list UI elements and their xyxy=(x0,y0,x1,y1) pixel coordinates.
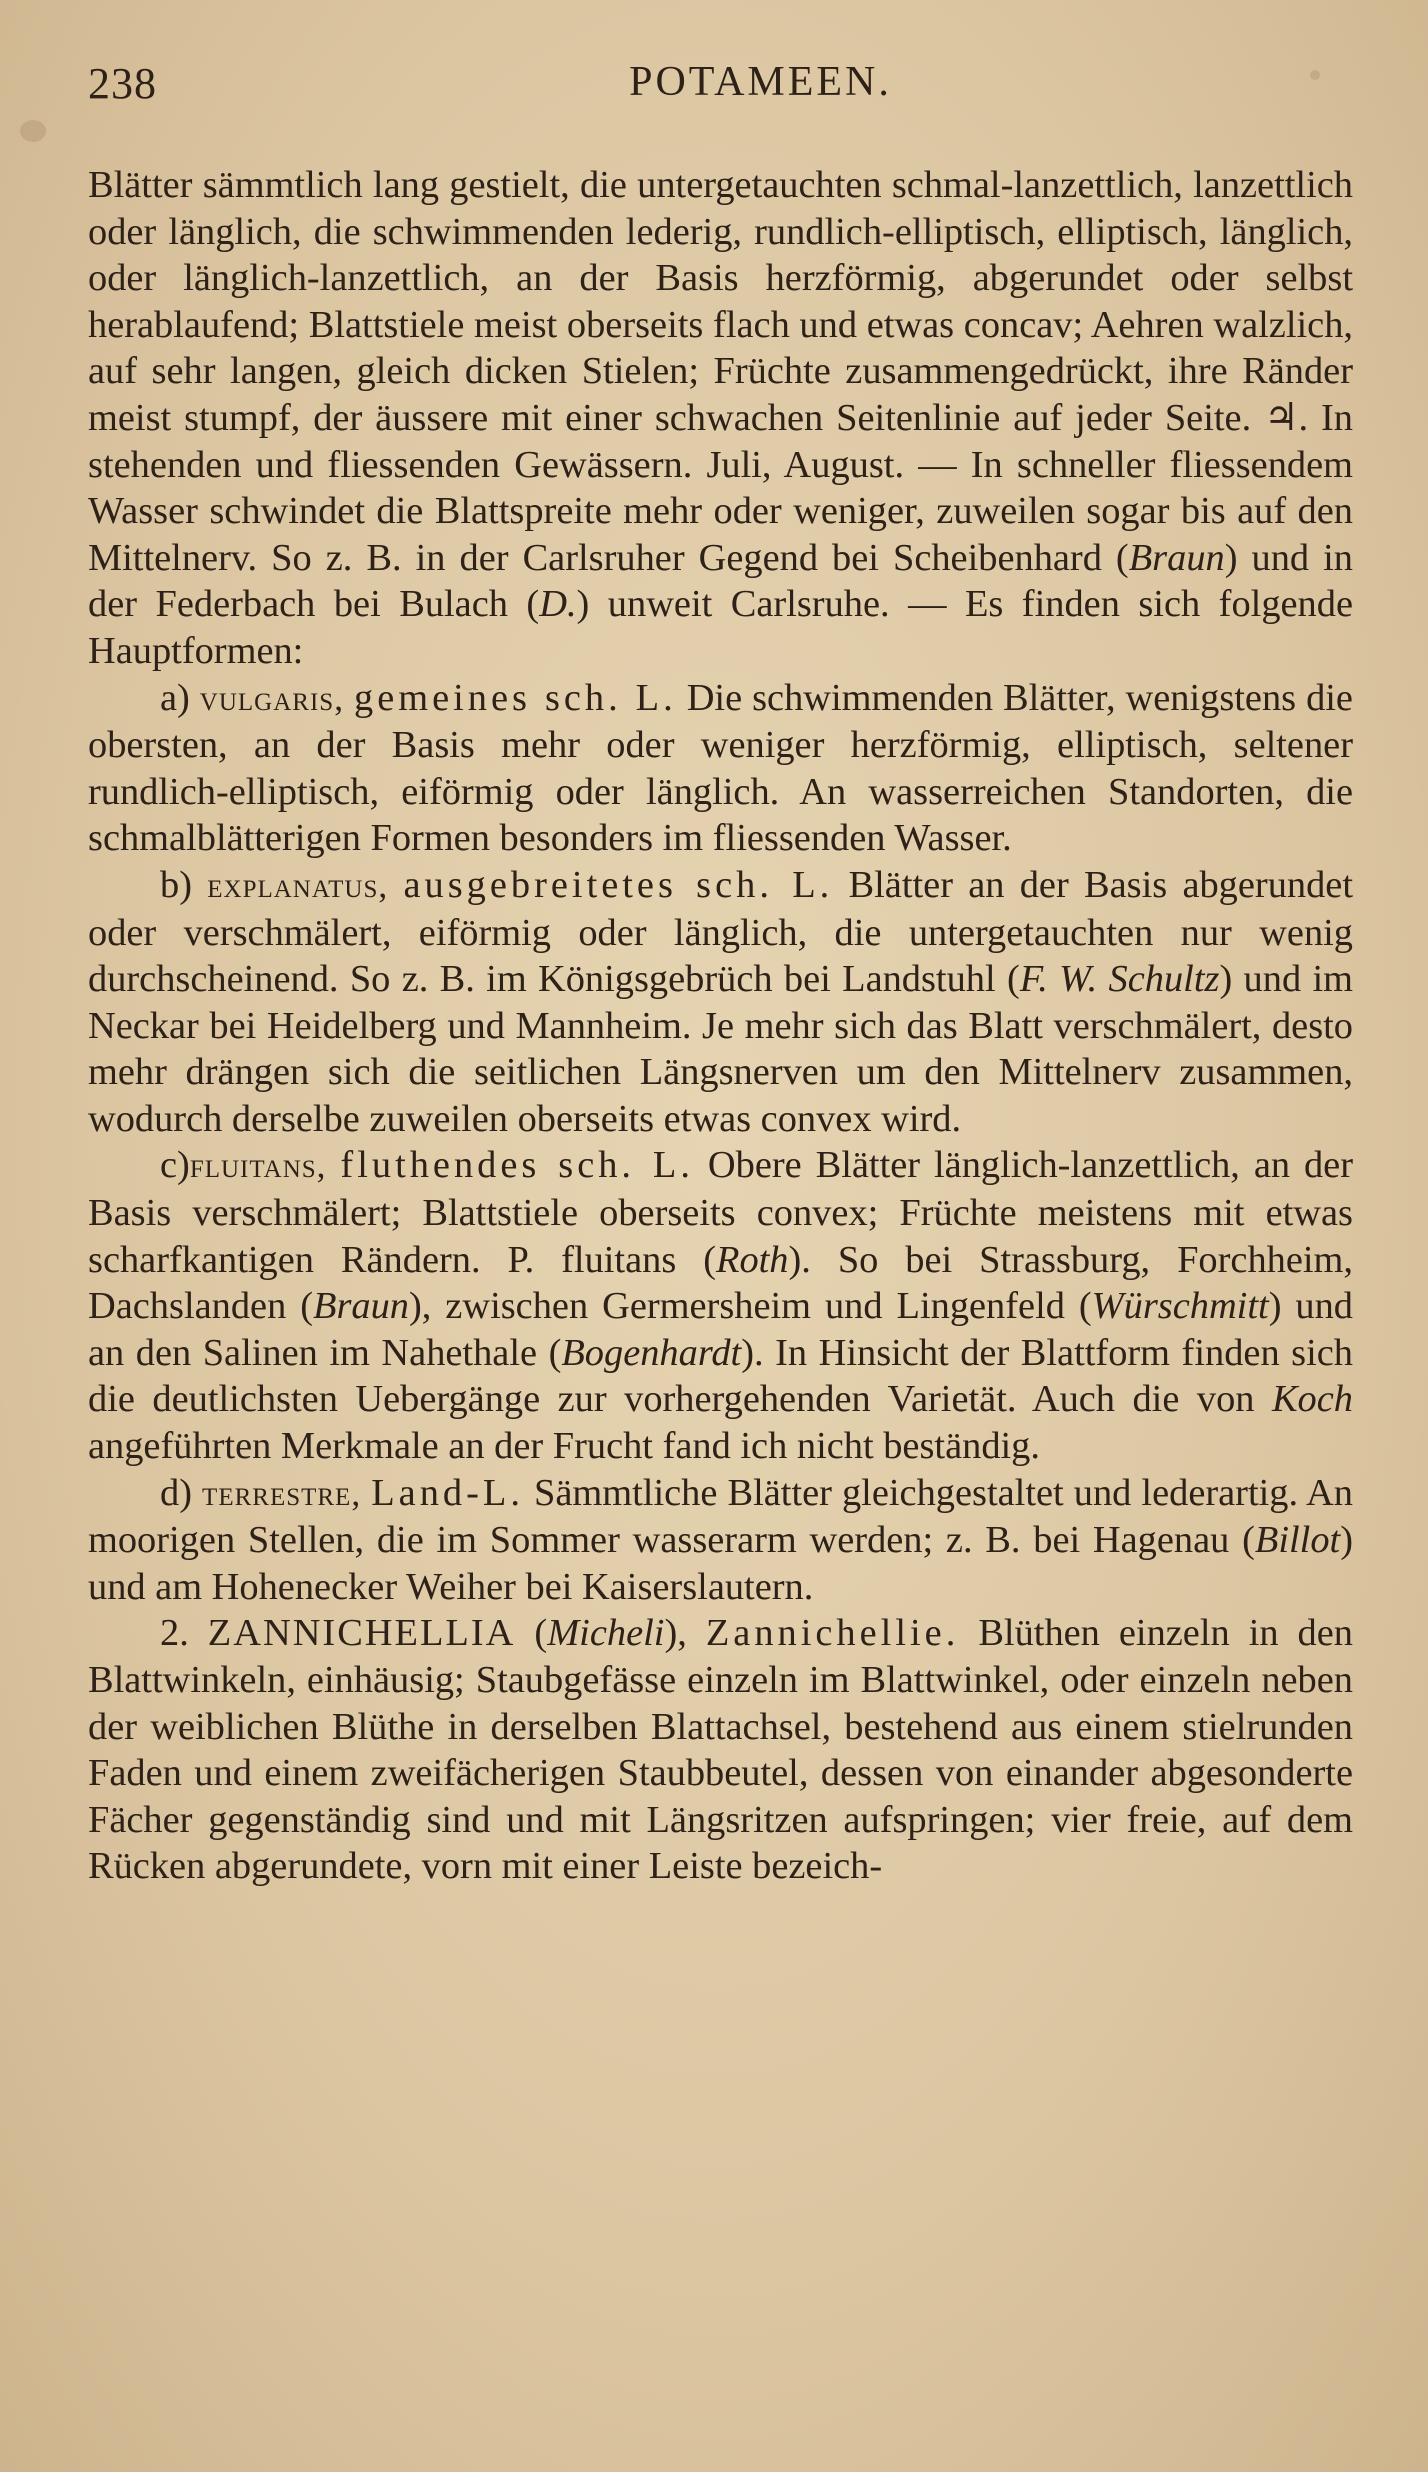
text-run: ) unweit Carlsruhe. — Es finden sich folgende Hauptformen: xyxy=(88,583,1353,672)
author-citation: F. W. Schultz xyxy=(1019,958,1220,1001)
foxing-spot xyxy=(20,120,46,142)
variety-label: c) xyxy=(160,1144,190,1187)
variety-label: d) xyxy=(160,1471,192,1514)
text-run: ) und an den Salinen im Nahethale ( xyxy=(88,1285,1354,1374)
text-run: ), xyxy=(664,1612,687,1655)
text-run: Blätter sämmtlich lang gestielt, die untergetauchten schmal-lanzettlich, lanzettlich oder länglich, die schwimmenden lederig, rundlich-elliptisch, elliptisch, länglich, oder länglich-lanzettlich, an der Basis herzförmig, abgerundet oder selbst herablaufend; Blattstiele meist oberseits flach und etwas concav; Aehren walzlich, auf sehr langen, gleich dicken Stielen; Früchte zusammengedrückt, ihre Ränder meist stumpf, der äussere mit einer schwachen Seitenlinie auf jeder Seite. ♃. In stehenden und fliessenden Gewässern. Juli, August. — In schneller fliessendem Wasser schwindet die Blattspreite mehr oder weniger, zuweilen sogar bis auf den Mittelnerv. So z. B. in der Carlsruher Gegend bei Scheibenhard ( xyxy=(88,164,1353,579)
variety-name: vulgaris, xyxy=(199,678,345,718)
variety-label: b) xyxy=(160,863,192,906)
text-run: angeführten Merkmale an der Frucht fand ich nicht beständig. xyxy=(88,1425,1040,1468)
text-run: ). In Hinsicht der Blattform finden sich die deutlichsten Uebergänge zur vorhergehenden Varietät. Auch die von xyxy=(88,1331,1353,1421)
intro-paragraph xyxy=(88,162,1353,675)
text-run: ) und am Hohenecker Weiher bei Kaiserslautern. xyxy=(88,1519,1353,1608)
genus-paragraph xyxy=(88,1610,1353,1890)
variety-b xyxy=(88,862,1353,1143)
author-citation: Koch xyxy=(1271,1378,1353,1421)
text-run: ). So bei Strassburg, Forchheim, Dachslanden ( xyxy=(88,1238,1353,1328)
page-header xyxy=(88,58,1353,118)
author-citation: Micheli xyxy=(547,1612,665,1655)
variety-common-name: fluthendes sch. L. xyxy=(340,1144,694,1187)
page-body xyxy=(88,162,1353,1890)
variety-label: a) xyxy=(160,676,190,719)
text-run: Sämmtliche Blätter gleichgestaltet und lederartig. An moorigen Stellen, die im Sommer wasserarm werden; z. B. bei Hagenau ( xyxy=(88,1471,1353,1562)
text-run: ) und in der Federbach bei Bulach ( xyxy=(88,536,1354,626)
variety-common-name: ausgebreitetes sch. L. xyxy=(403,863,834,906)
variety-c xyxy=(88,1142,1353,1469)
variety-d xyxy=(88,1470,1353,1611)
genus-name: ZANNICHELLIA xyxy=(207,1612,516,1655)
text-run: ) und im Neckar bei Heidelberg und Mannheim. Je mehr sich das Blatt verschmälert, desto mehr drängen sich die seitlichen Längsnerven um den Mittelnerv zusammen, wodurch derselbe zuweilen oberseits etwas convex wird. xyxy=(88,958,1353,1140)
genus-common-name: Zannichellie. xyxy=(705,1612,960,1655)
author-citation: Billot xyxy=(1254,1519,1341,1562)
text-run: Blüthen einzeln in den Blattwinkeln, einhäusig; Staubgefässe einzeln im Blattwinkel, oder einzeln neben der weiblichen Blüthe in derselben Blattachsel, bestehend aus einem stielrunden Faden und einem zweifächerigen Staubbeutel, dessen von einander abgesonderte Fächer gegenständig sind und mit Längsritzen aufspringen; vier freie, auf dem Rücken abgerundete, vorn mit einer Leiste bezeich- xyxy=(88,1612,1353,1888)
variety-a xyxy=(88,675,1353,862)
variety-common-name: Land-L. xyxy=(371,1471,524,1514)
variety-name: terrestre, xyxy=(202,1473,362,1513)
running-title: POTAMEEN. xyxy=(629,59,892,105)
author-citation: Braun xyxy=(313,1285,409,1328)
author-citation: Bogenhardt xyxy=(561,1331,742,1374)
text-run: ( xyxy=(515,1612,548,1655)
text-run: ), zwischen Germersheim und Lingenfeld ( xyxy=(408,1285,1092,1328)
variety-name: fluitans, xyxy=(189,1146,327,1186)
author-citation: Würschmitt xyxy=(1091,1285,1269,1328)
text-run: Blätter an der Basis abgerundet oder verschmälert, eiförmig oder länglich, die untergetauchten nur wenig durchscheinend. So z. B. im Königsgebrüch bei Landstuhl ( xyxy=(88,863,1353,1001)
text-run: Obere Blätter länglich-lanzettlich, an der Basis verschmälert; Blattstiele oberseits convex; Früchte meistens mit etwas scharfkantigen Rändern. P. fluitans ( xyxy=(88,1144,1353,1281)
page-number: 238 xyxy=(88,59,157,108)
author-citation: D. xyxy=(539,583,577,626)
author-citation: Roth xyxy=(716,1238,789,1281)
variety-name: explanatus, xyxy=(207,865,389,905)
text-run: Die schwimmenden Blätter, wenigstens die obersten, an der Basis mehr oder weniger herzförmig, elliptisch, seltener rundlich-elliptisch, eiförmig oder länglich. An wasserreichen Standorten, die schmalblätterigen Formen besonders im fliessenden Wasser. xyxy=(88,676,1353,860)
author-citation: Braun xyxy=(1128,536,1225,579)
genus-number: 2. xyxy=(160,1612,189,1655)
variety-common-name: gemeines sch. L. xyxy=(354,676,677,719)
